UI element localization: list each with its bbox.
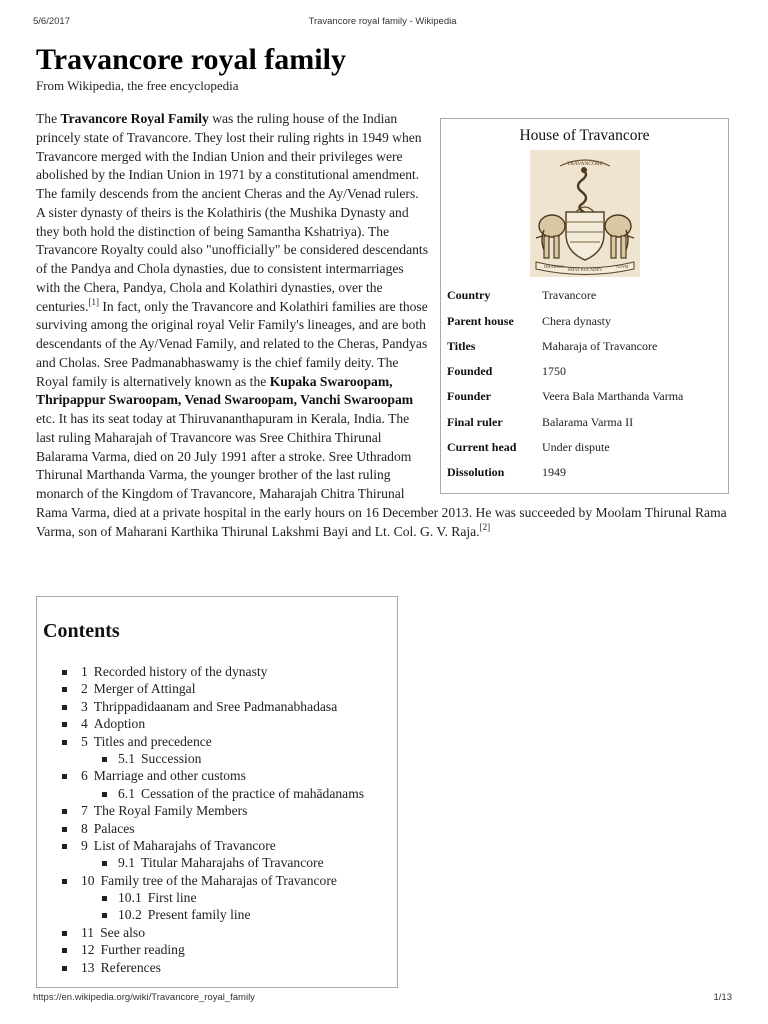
citation-2[interactable] [480, 522, 491, 532]
toc-item[interactable] [58, 680, 398, 697]
toc-number: 10.2 [118, 907, 142, 923]
toc-number: 10.1 [118, 890, 142, 906]
toc-number: 3 [81, 698, 88, 714]
bullet-icon [62, 774, 67, 779]
toc-text: Marriage and other customs [93, 768, 246, 784]
toc-text: Further reading [100, 942, 185, 958]
toc-number: 7 [81, 803, 88, 819]
toc-text: Cessation of the practice of mahādanams [141, 785, 365, 801]
infobox-row [446, 334, 723, 359]
toc-item[interactable] [58, 698, 398, 715]
toc-link[interactable] [81, 715, 145, 732]
toc-text: Palaces [93, 820, 135, 836]
toc-link[interactable] [81, 767, 246, 784]
toc-link[interactable] [118, 750, 201, 767]
toc-number: 8 [81, 820, 88, 836]
infobox-value[interactable]: Veera Bala Marthanda Varma [542, 389, 684, 404]
toc-number: 2 [81, 681, 88, 697]
svg-text:SMAT KULADEV: SMAT KULADEV [567, 267, 602, 272]
toc-link[interactable] [118, 889, 197, 906]
infobox-value[interactable]: 1949 [542, 465, 566, 480]
bullet-icon [62, 844, 67, 849]
bullet-icon [62, 827, 67, 832]
toc-text: Present family line [147, 907, 251, 923]
toc-text: Family tree of the Maharajas of Travancore [100, 872, 337, 888]
infobox-row [446, 409, 723, 434]
toc-number: 13 [81, 959, 95, 975]
toc-item[interactable] [58, 802, 398, 819]
article-title: Travancore royal family [36, 43, 346, 76]
infobox-value[interactable]: Travancore [542, 288, 597, 303]
bullet-icon [62, 809, 67, 814]
print-page-title: Travancore royal family - Wikipedia [308, 16, 457, 27]
infobox-label: Country [447, 288, 491, 303]
infobox-value[interactable]: Under dispute [542, 440, 610, 455]
coat-of-arms-image [530, 150, 640, 277]
toc-item[interactable] [58, 750, 398, 767]
toc-item[interactable] [58, 663, 398, 680]
bullet-icon [62, 705, 67, 710]
article-tagline: From Wikipedia, the free encyclopedia [36, 78, 239, 93]
toc-number: 6 [81, 768, 88, 784]
toc-link[interactable] [118, 854, 324, 871]
bullet-icon [102, 913, 107, 918]
toc-text: Merger of Attingal [93, 681, 196, 697]
print-page-number: 1/13 [713, 992, 732, 1003]
toc-link[interactable] [81, 698, 337, 715]
print-date: 5/6/2017 [33, 16, 70, 27]
bullet-icon [62, 966, 67, 971]
table-of-contents [36, 596, 398, 988]
svg-text:DHARMA: DHARMA [543, 264, 564, 269]
print-footer [33, 992, 732, 1006]
toc-item[interactable] [58, 889, 398, 906]
infobox-label: Founded [447, 364, 493, 379]
toc-list [58, 663, 398, 976]
infobox-label: Parent house [447, 313, 514, 328]
toc-text: First line [147, 890, 197, 906]
toc-link[interactable] [81, 837, 276, 854]
toc-title: Contents [43, 620, 120, 642]
toc-item[interactable] [58, 837, 398, 854]
toc-item[interactable] [58, 854, 398, 871]
citation-link[interactable]: [1] [88, 296, 99, 307]
toc-number: 11 [81, 924, 95, 940]
infobox-label: Current head [447, 440, 517, 455]
infobox-row [446, 384, 723, 409]
toc-text: The Royal Family Members [93, 803, 248, 819]
infobox-row [446, 460, 723, 485]
toc-item[interactable] [58, 872, 398, 889]
toc-item[interactable] [58, 924, 398, 941]
svg-text:TRAVANCORE: TRAVANCORE [566, 161, 603, 167]
infobox-label: Founder [447, 389, 492, 404]
toc-text: Succession [141, 750, 202, 766]
bullet-icon [102, 861, 107, 866]
bullet-icon [102, 896, 107, 901]
bullet-icon [62, 687, 67, 692]
toc-number: 12 [81, 942, 95, 958]
infobox-value[interactable]: Chera dynasty [542, 313, 611, 328]
bullet-icon [62, 931, 67, 936]
toc-text: Recorded history of the dynasty [93, 664, 268, 679]
article-body [36, 110, 729, 541]
toc-number: 9 [81, 837, 88, 853]
toc-number: 5 [81, 733, 88, 749]
toc-link[interactable] [81, 872, 337, 889]
infobox-label: Dissolution [447, 465, 505, 480]
toc-number: 9.1 [118, 855, 135, 871]
bold-term-aliases: Kupaka Swaroopam, Thripappur Swaroopam, Venad Swaroopam, Vanchi Swaroopam [36, 373, 414, 408]
toc-number: 4 [81, 716, 88, 732]
toc-link[interactable] [118, 785, 364, 802]
infobox [440, 118, 729, 494]
infobox-value[interactable]: Balarama Varma II [542, 414, 634, 429]
infobox-label: Final ruler [447, 414, 503, 429]
infobox-title: House of Travancore [519, 127, 650, 144]
infobox-label: Titles [447, 338, 476, 353]
toc-text: Thrippadidaanam and Sree Padmanabhadasa [93, 698, 338, 714]
toc-link[interactable] [81, 941, 185, 958]
toc-item[interactable] [58, 767, 398, 784]
toc-link[interactable] [81, 959, 161, 976]
infobox-row [446, 435, 723, 460]
infobox-row [446, 359, 723, 384]
toc-text: Titular Maharajahs of Travancore [141, 855, 324, 871]
toc-text: Titles and precedence [93, 733, 212, 749]
toc-item[interactable] [58, 941, 398, 958]
infobox-row [446, 283, 723, 308]
toc-link[interactable] [81, 820, 135, 837]
bullet-icon [102, 792, 107, 797]
toc-link[interactable] [81, 802, 247, 819]
toc-link[interactable] [81, 924, 145, 941]
infobox-table [446, 283, 723, 485]
toc-text: Adoption [93, 716, 146, 732]
toc-text: References [100, 959, 161, 975]
toc-link[interactable] [81, 680, 195, 697]
bold-term: Travancore Royal Family [60, 111, 209, 126]
toc-link[interactable] [118, 906, 250, 923]
toc-item[interactable] [58, 733, 398, 750]
toc-item[interactable] [58, 785, 398, 802]
toc-item[interactable] [58, 820, 398, 837]
print-header [33, 16, 732, 30]
bullet-icon [102, 757, 107, 762]
citation-1[interactable] [88, 297, 99, 307]
infobox-row [446, 308, 723, 333]
toc-number: 5.1 [118, 750, 135, 766]
citation-link[interactable]: [2] [479, 521, 491, 532]
bullet-icon [62, 740, 67, 745]
toc-number: 1 [81, 664, 88, 679]
bullet-icon [62, 722, 67, 727]
infobox-value[interactable]: 1750 [542, 364, 566, 379]
print-url: https://en.wikipedia.org/wiki/Travancore_royal_family [33, 992, 255, 1003]
toc-link[interactable] [81, 663, 267, 680]
bullet-icon [62, 879, 67, 884]
infobox-value[interactable]: Maharaja of Travancore [542, 338, 658, 353]
toc-item[interactable] [58, 959, 398, 976]
bullet-icon [62, 948, 67, 953]
bullet-icon [62, 670, 67, 675]
toc-item[interactable] [58, 715, 398, 732]
lead-paragraph: The Travancore Royal Family was the ruling house of the Indian princely state of Travancore. They lost their ruling rights in 1949 when Travancore merged with the Indian Union and their privileges were abolished by the Indian Union in 1971 by a constitutional amendment. The family descends from the ancient Cheras and the Ay/Venad rulers. A sister dynasty of theirs is the Kolathiris (the Mushika Dynasty and they both hold the distinction of being Samantha Kshatriya). The Travancore Royalty could also "unofficially" be considered descendants of the Pandya and Chola dynasties, due to consistent intermarriages with the Chera, Pandya, Chola and Kolathiri dynasties, over the centuries.[1] In fact, only the Travancore and Kolathiri families are those surviving among the original royal Velir Family's lineages, and are both descendants of the Ay/Venad Family, and related to the Cheras, Pandyas and Cholas. Sree Padmanabhaswamy is the chief family deity. The Royal family is alternatively known as the Kupaka Swaroopam, Thripappur Swaroopam, Venad Swaroopam, Vanchi Swaroopam etc. It has its seat today at Thiruvananthapuram in Kerala, India. The last ruling Maharajah of Travancore was Sree Chithira Thirunal Balarama Varma, died on 20 July 1991 after a stroke. Sree Uthradom Thirunal Marthanda Varma, the younger brother of the last ruling monarch of the Kingdom of Travancore, Maharajah Chitra Thirunal Rama Varma, died at a private hospital in the early hours on 16 December 2013. He was succeeded by Moolam Thirunal Rama Varma, son of Maharani Karthika Thirunal Lakshmi Bayi and Lt. Col. G. V. Raja.[2] [36, 111, 727, 539]
toc-text: See also [100, 924, 146, 940]
toc-item[interactable] [58, 906, 398, 923]
toc-number: 6.1 [118, 785, 135, 801]
toc-number: 10 [81, 872, 95, 888]
toc-text: List of Maharajahs of Travancore [93, 837, 276, 853]
toc-link[interactable] [81, 733, 212, 750]
svg-text:ATAM: ATAM [615, 264, 628, 269]
